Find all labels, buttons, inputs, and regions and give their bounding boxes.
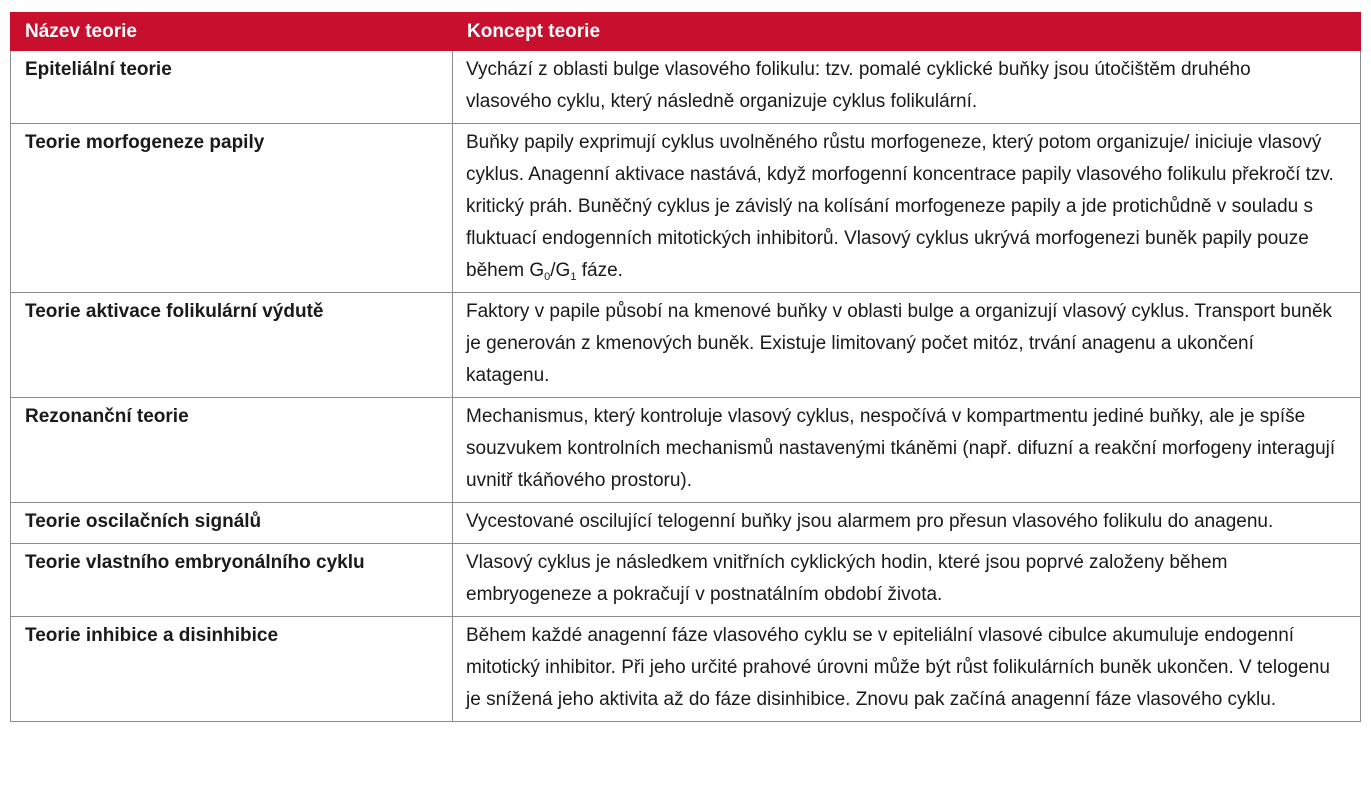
theory-name: Teorie inhibice a disinhibice — [11, 617, 453, 722]
theory-concept: Faktory v papile působí na kmenové buňky v oblasti bulge a organizují vlasový cyklus. Transport buněk je generován z kmenových buněk. Existuje limitovaný počet mitóz, trvání anagenu a ukončení katagenu. — [453, 293, 1361, 398]
concept-text: Buňky papily exprimují cyklus uvolněného růstu morfogeneze, který potom organizuje/ iniciuje vlasový cyklus. Anagenní aktivace nastává, když morfogenní koncentrace papily vlasového folikulu překročí tzv. kritický práh. Buněčný cyklus je závislý na kolísání morfogeneze papily a jde protichůdně v souladu s fluktuací endogenních mitotických inhibitorů. Vlasový cyklus ukrývá morfogenezi buněk papily pouze během — [466, 132, 1334, 281]
table-row — [11, 398, 1361, 503]
concept-g1-subscript: 1 — [570, 271, 577, 283]
theory-concept — [453, 124, 1361, 293]
theory-concept: Vychází z oblasti bulge vlasového folikulu: tzv. pomalé cyklické buňky jsou útočištěm druhého vlasového cyklu, který následně organizuje cyklus folikulární. — [453, 51, 1361, 124]
theory-name: Rezonanční teorie — [11, 398, 453, 503]
theory-table — [10, 12, 1361, 722]
concept-slash-g: /G — [550, 260, 571, 281]
theory-name: Teorie vlastního embryonálního cyklu — [11, 544, 453, 617]
theory-concept: Během každé anagenní fáze vlasového cyklu se v epiteliální vlasové cibulce akumuluje endogenní mitotický inhibitor. Při jeho určité prahové úrovni může být růst folikulárních buněk ukončen. V telogenu je snížená jeho aktivita až do fáze disinhibice. Znovu pak začíná anagenní fáze vlasového cyklu. — [453, 617, 1361, 722]
theory-concept: Vycestované oscilující telogenní buňky jsou alarmem pro přesun vlasového folikulu do anagenu. — [453, 503, 1361, 544]
header-theory-name: Název teorie — [11, 13, 453, 51]
header-theory-concept: Koncept teorie — [453, 13, 1361, 51]
theory-table-container — [10, 12, 1360, 722]
header-row — [11, 13, 1361, 51]
concept-g0-subscript: 0 — [544, 271, 551, 283]
theory-name: Teorie oscilačních signálů — [11, 503, 453, 544]
table-row — [11, 544, 1361, 617]
table-row — [11, 617, 1361, 722]
concept-g0: G — [529, 260, 545, 281]
theory-concept: Mechanismus, který kontroluje vlasový cyklus, nespočívá v kompartmentu jediné buňky, ale je spíše souzvukem kontrolních mechanismů nastavenými tkáněmi (např. difuzní a reakční morfogeny interagují uvnitř tkáňového prostoru). — [453, 398, 1361, 503]
table-header — [11, 13, 1361, 51]
theory-name: Teorie morfogeneze papily — [11, 124, 453, 293]
theory-name: Teorie aktivace folikulární výdutě — [11, 293, 453, 398]
table-row — [11, 51, 1361, 124]
table-row — [11, 503, 1361, 544]
concept-end: fáze. — [576, 260, 623, 281]
table-row — [11, 293, 1361, 398]
theory-name: Epiteliální teorie — [11, 51, 453, 124]
table-row — [11, 124, 1361, 293]
theory-concept: Vlasový cyklus je následkem vnitřních cyklických hodin, které jsou poprvé založeny během embryogeneze a pokračují v postnatálním období života. — [453, 544, 1361, 617]
table-body — [11, 51, 1361, 722]
